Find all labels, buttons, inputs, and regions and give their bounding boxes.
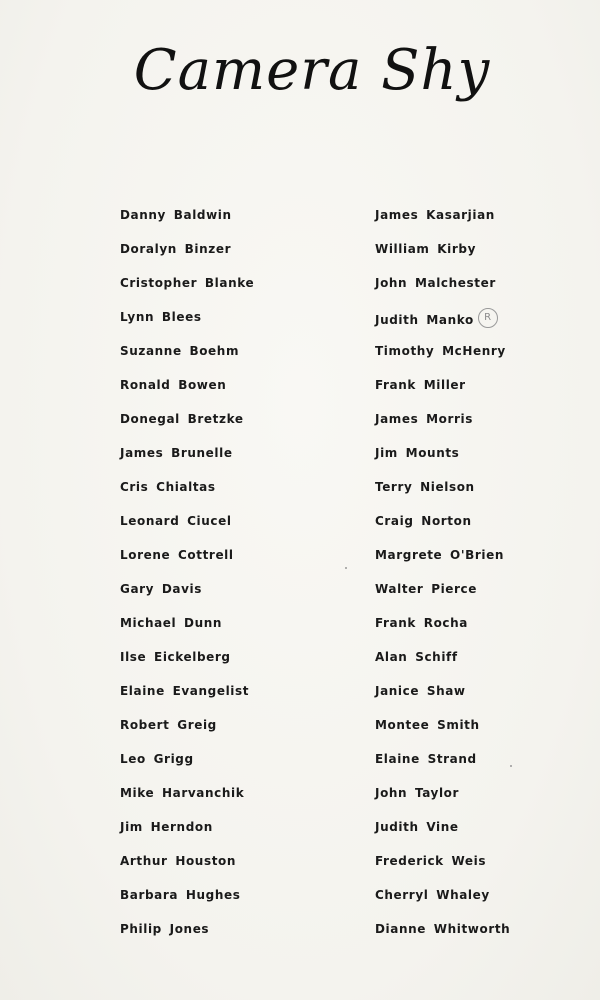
name-item: Timothy McHenry <box>375 344 506 358</box>
name-item: Ronald Bowen <box>120 378 227 392</box>
name-item: Frank Miller <box>375 378 466 392</box>
names-right-column <box>375 206 510 954</box>
name-item: Barbara Hughes <box>120 888 241 902</box>
name-item: Frank Rocha <box>375 616 468 630</box>
name-item: Lynn Blees <box>120 310 202 324</box>
name-item: Ilse Eickelberg <box>120 650 231 664</box>
name-text: Judith Manko <box>375 313 474 327</box>
name-item: Elaine Strand <box>375 752 477 766</box>
name-item: Jim Herndon <box>120 820 213 834</box>
name-item: Donegal Bretzke <box>120 412 244 426</box>
name-item: Leonard Ciucel <box>120 514 232 528</box>
name-item: Frederick Weis <box>375 854 487 868</box>
name-item: Lorene Cottrell <box>120 548 234 562</box>
name-item: Michael Dunn <box>120 616 223 630</box>
name-item: Suzanne Boehm <box>120 344 240 358</box>
circled-r-mark-icon <box>478 308 498 328</box>
name-item: Jim Mounts <box>375 446 460 460</box>
name-item: Dianne Whitworth <box>375 922 511 936</box>
name-item: Judith Vine <box>375 820 459 834</box>
name-item: Robert Greig <box>120 718 217 732</box>
name-item: Gary Davis <box>120 582 203 596</box>
name-item: James Kasarjian <box>375 208 495 222</box>
name-item: Walter Pierce <box>375 582 478 596</box>
name-item: Doralyn Binzer <box>120 242 232 256</box>
name-item: Danny Baldwin <box>120 208 232 222</box>
name-item: Arthur Houston <box>120 854 237 868</box>
name-item: Leo Grigg <box>120 752 194 766</box>
names-left-column <box>120 206 254 954</box>
name-item: Margrete O'Brien <box>375 548 504 562</box>
name-item: Mike Harvanchik <box>120 786 245 800</box>
name-item: Cris Chialtas <box>120 480 216 494</box>
paper-speck <box>510 765 512 767</box>
name-item: Craig Norton <box>375 514 472 528</box>
paper-speck <box>345 567 347 569</box>
name-item: John Taylor <box>375 786 460 800</box>
name-item: Philip Jones <box>120 922 210 936</box>
name-item: John Malchester <box>375 276 496 290</box>
page-title: Camera Shy <box>133 38 491 103</box>
name-item: William Kirby <box>375 242 477 256</box>
name-item: Terry Nielson <box>375 480 475 494</box>
name-item-with-mark <box>375 308 510 342</box>
name-item: Montee Smith <box>375 718 480 732</box>
name-item: Cherryl Whaley <box>375 888 490 902</box>
name-item: Elaine Evangelist <box>120 684 250 698</box>
name-item: Alan Schiff <box>375 650 458 664</box>
name-item: James Morris <box>375 412 474 426</box>
name-item: Janice Shaw <box>375 684 466 698</box>
name-item: Cristopher Blanke <box>120 276 255 290</box>
name-item: James Brunelle <box>120 446 233 460</box>
